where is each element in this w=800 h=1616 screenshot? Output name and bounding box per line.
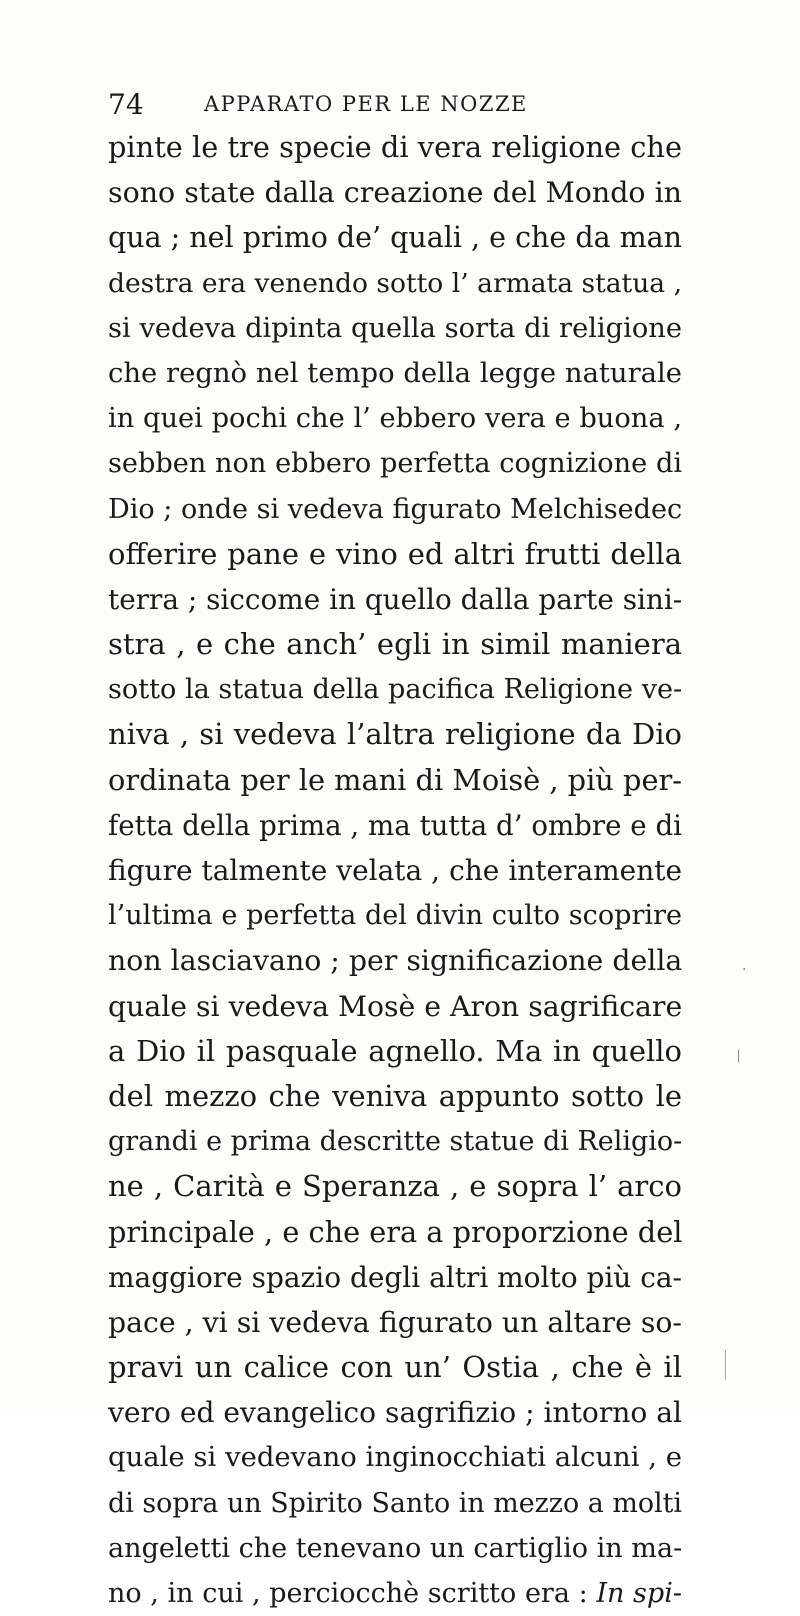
last-line-roman: no , in cui , perciocchè scritto era : — [108, 1578, 597, 1609]
margin-tick — [738, 1050, 739, 1062]
text-line: ordinata per le mani di Moisè , più per- — [108, 762, 682, 797]
text-line: maggiore spazio degli altri molto più ca- — [108, 1260, 682, 1294]
edge-line — [725, 1350, 726, 1380]
text-line: in quei pochi che l’ ebbero vera e buona , — [108, 403, 682, 435]
text-line: terra ; siccome in quello dalla parte sini- — [108, 582, 683, 616]
text-line: del mezzo che veniva appunto sotto le — [108, 1078, 682, 1113]
text-line: non lasciavano ; per significazione della — [108, 944, 683, 978]
text-line: sebben non ebbero perfetta cognizione di — [108, 448, 682, 480]
text-line: fetta della prima , ma tutta d’ ombre e di — [108, 808, 682, 842]
text-line: principale , e che era a proporzione del — [108, 1214, 683, 1249]
margin-mark: · — [742, 962, 747, 978]
last-line-italic: In spi- — [596, 1578, 682, 1609]
running-head — [108, 88, 668, 128]
page-number: 74 — [108, 88, 144, 121]
text-line: di sopra un Spirito Santo in mezzo a molti — [108, 1487, 682, 1519]
text-line: sono state dalla creazione del Mondo in — [108, 176, 682, 210]
text-line: sotto la statua della pacifica Religione ve- — [108, 674, 683, 706]
text-line: pinte le tre specie di vera religione che — [108, 130, 682, 164]
text-line: offerire pane e vino ed altri frutti della — [108, 536, 682, 571]
text-line: grandi e prima descritte statue di Religio- — [108, 1126, 683, 1158]
text-line: vero ed evangelico sagrifizio ; intorno al — [108, 1396, 682, 1430]
text-line: niva , si vedeva l’altra religione da Dio — [108, 717, 682, 752]
text-line: destra era venendo sotto l’ armata statua , — [108, 267, 682, 299]
text-line: si vedeva dipinta quella sorta di religione — [108, 312, 682, 344]
text-line: l’ultima e perfetta del divin culto scoprire — [108, 900, 682, 932]
text-line: angeletti che tenevano un cartiglio in ma- — [108, 1532, 683, 1564]
text-line: ne , Carità e Speranza , e sopra l’ arco — [108, 1169, 682, 1204]
text-line: Dio ; onde si vedeva figurato Melchisedec — [108, 493, 683, 525]
text-line: a Dio il pasquale agnello. Ma in quello — [108, 1033, 682, 1068]
text-line: qua ; nel primo de’ quali , e che da man — [108, 221, 682, 255]
body-text — [108, 125, 682, 1616]
text-line: stra , e che anch’ egli in simil maniera — [108, 627, 682, 662]
text-line: figure talmente velata , che interamente — [108, 854, 682, 887]
text-line-last — [108, 1571, 682, 1616]
text-line: pravi un calice con un’ Ostia , che è il — [108, 1350, 682, 1385]
text-line: quale si vedeva Mosè e Aron sagrificare — [108, 989, 683, 1023]
text-line: quale si vedevano inginocchiati alcuni , e — [108, 1442, 682, 1474]
text-line: che regnò nel tempo della legge naturale — [108, 357, 682, 389]
running-title: APPARATO PER LE NOZZE — [204, 92, 528, 116]
text-line: pace , vi si vedeva figurato un altare so- — [108, 1305, 682, 1339]
